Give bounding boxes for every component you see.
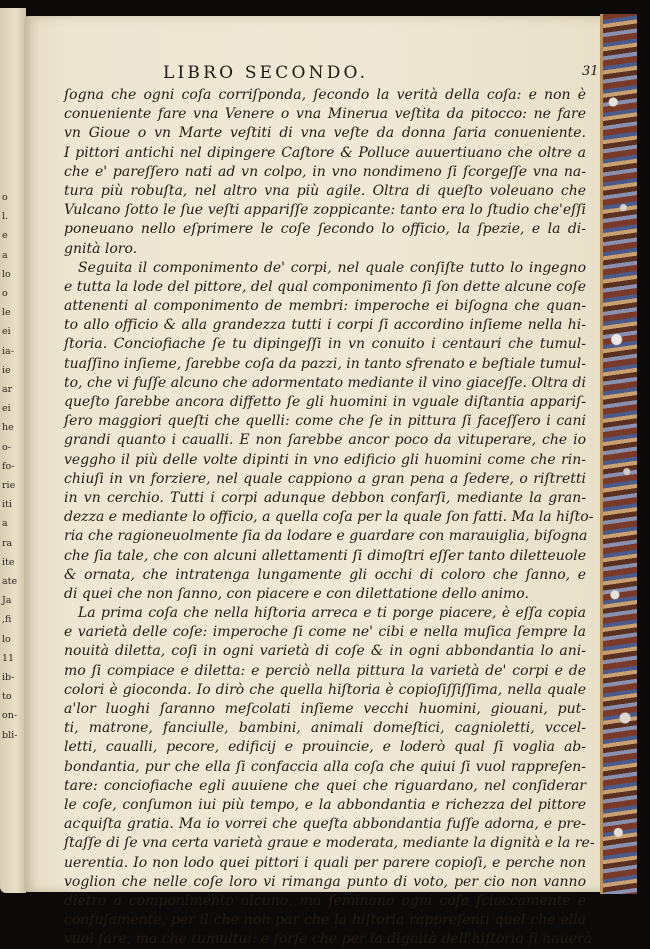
left-page-fragment: ei: [2, 326, 11, 338]
text-line: dezza e mediante lo officio, a quella coſa per la quale ſon fatti. Ma la hiſto-: [64, 509, 594, 526]
body-text: [64, 86, 595, 949]
text-line: ſtaſſe di ſe vna certa varietà graue e moderata, mediante la dignità e la re-: [64, 835, 595, 852]
text-line: vuol fare, ma che tumultui: e forſe che per la dignità dell'hiſtoria ſi hauerà: [64, 931, 593, 948]
text-line: dietro a componimento alcuno, ma ſeminano ogni coſa ſcioccamente e: [64, 892, 586, 909]
left-page-fragment: l.: [2, 211, 9, 223]
running-head: LIBRO SECONDO.: [163, 63, 369, 83]
text-line: e tutta la lode del pittore, del qual componimento ſi ſon dette alcune coſe: [64, 278, 586, 295]
text-line: tuaſſino inſieme, ſarebbe coſa da pazzi, in tanto sfrenato e beſtiale tumul-: [64, 355, 586, 372]
text-line: mo ſi compiace e diletta: e perciò nella pittura la varietà de' corpi e de: [64, 662, 586, 679]
text-line: confuſamente, per il che non par che la hiſtoria rappreſenti quel che ella: [64, 912, 586, 929]
text-line: vn Gioue o vn Marte veſtiti di vna veſte da donna ſaria conueniente.: [64, 125, 586, 142]
text-line: voglion che nelle coſe loro vi rimanga punto di voto, per cio non vanno: [64, 873, 586, 890]
text-line: tura più robuſta, nel altro vna più agile. Oltra di queſto voleuano che: [64, 182, 586, 199]
folio-number: 31: [582, 64, 599, 79]
text-line: bondantia, pur che ella ſi confaccia alla coſa che quiui ſi vuol rappreſen-: [64, 758, 586, 775]
text-line: le coſe, conſumon iui più tempo, e la abbondantia e richezza del pittore: [64, 796, 586, 813]
left-page-fragment: ate: [2, 576, 18, 587]
text-line: chiuſi in vn forziere, nel quale cappiono a gran pena a ſedere, o riſtretti: [64, 470, 586, 487]
left-page-fragment: 11: [2, 652, 15, 664]
left-page-fragment: bli-: [2, 729, 18, 741]
text-line: letti, caualli, pecore, edificij e prouincie, e loderò qual ſi voglia ab-: [64, 739, 586, 756]
page-header: [0, 63, 650, 85]
text-line: to, che vi fuſſe alcuno che adormentato mediante il vino giaceſſe. Oltra di: [64, 374, 586, 391]
text-line: uerentia. Io non lodo quei pittori i quali per parere copioſi, e perche non: [64, 854, 586, 871]
left-page-fragment: rie: [2, 480, 16, 491]
left-page-fragment: he: [2, 422, 14, 434]
text-line: che ſia tale, che con alcuni allettamenti ſi dimoſtri eſſer tanto diletteuole: [64, 547, 586, 564]
text-line: veggho il più delle volte dipinti in vno edificio gli huomini come che rin-: [64, 451, 586, 468]
text-line: ſero maggiori queſti che quelli: come che ſe in pittura ſi faceſſero i cani: [64, 413, 586, 430]
text-line: I pittori antichi nel dipingere Caſtore & Polluce auuertiuano che oltre a: [64, 144, 586, 161]
left-page-fragment: o-: [2, 441, 11, 453]
text-line: nouità diletta, coſi in ogni varietà di coſe & in ogni abbondantia lo ani-: [64, 643, 586, 660]
text-line: to allo officio & alla grandezza tutti i corpi ſi accordino inſieme nella hi-: [64, 317, 586, 334]
left-page-fragment: ite: [2, 556, 15, 568]
text-line: attenenti al componimento de membri: imperoche ei biſogna che quan-: [64, 298, 586, 315]
text-line: acquiſta gratia. Ma io vorrei che queſta abbondantia fuſſe adorna, e pre-: [64, 816, 586, 833]
text-line: conueniente fare vna Venere o vna Minerua veſtita da pitocco: ne fare: [64, 106, 586, 123]
text-line: a'lor luoghi ſaranno meſcolati inſieme vecchi huomini, giouani, put-: [64, 701, 586, 717]
left-page-fragment: a: [2, 249, 8, 261]
left-page-fragment: Ja: [2, 595, 12, 607]
left-page-fragment: lo: [2, 268, 11, 280]
text-line: in vn cerchio. Tutti i corpi adunque debbon confarſi, mediante la gran-: [64, 489, 586, 506]
left-page-fragment: ar: [2, 384, 13, 395]
left-page-fragment: e: [2, 230, 8, 242]
text-line: e varietà delle coſe: imperoche ſi come ne' cibi e nella muſica ſempre la: [64, 624, 586, 641]
text-line: che e' pareſſero nati ad vn colpo, in vno nondimeno ſi ſcorgeſſe vna na-: [64, 163, 586, 180]
text-line: poneuano nello eſprimere le coſe ſecondo lo officio, la ſpezie, e la di-: [64, 221, 586, 238]
text-line: di quei che non ſanno, con piacere e con dilettatione dello animo.: [64, 585, 529, 602]
text-line: Vulcano ſotto le ſue veſti appariſſe zoppicante: tanto era lo ſtudio che'eſſi: [64, 202, 586, 219]
text-line: & ornata, che intratenga lungamente gli occhi di coloro che ſanno, e: [64, 566, 586, 583]
left-page-fragment: le: [2, 307, 11, 319]
text-line: grandi quanto i caualli. E non ſarebbe ancor poco da vituperare, che io: [64, 432, 586, 449]
text-line: queſto ſarebbe ancora diffetto ſe gli huomini in vguale diſtantia appariſ-: [64, 394, 586, 410]
left-page-fragment: fo-: [2, 460, 15, 472]
text-line: colori è gioconda. Io dirò che quella hiſtoria è copioſiſſiſſima, nella quale: [64, 681, 586, 698]
left-page-fragment: ra: [2, 537, 13, 549]
text-line: ti, matrone, fanciulle, bambini, animali domeſtici, cagnioletti, vccel-: [64, 720, 586, 737]
left-page-fragment: lo: [2, 633, 11, 645]
left-page-fragment: a: [2, 518, 8, 530]
left-page-fragment: ie: [2, 364, 11, 376]
left-page-fragment: o: [2, 192, 8, 203]
left-page-edge: [0, 8, 26, 893]
text-line: gnità loro.: [64, 240, 138, 257]
left-page-fragment: iti: [2, 499, 12, 511]
left-page-fragment: to: [2, 691, 12, 703]
left-page-fragment: ib-: [2, 672, 15, 683]
text-line: ſogna che ogni coſa corriſponda, ſecondo la verità della coſa: e non è: [64, 87, 586, 103]
text-line: ſtoria. Conciofiache ſe tu dipingeſſi in vn conuito i centauri che tumul-: [64, 336, 586, 353]
text-line: ria che ragioneuolmente ſia da lodare e guardare con marauiglia, biſogna: [64, 528, 588, 545]
text-line: La prima coſa che nella hiſtoria arreca e ti porge piacere, è eſſa copia: [78, 605, 586, 622]
left-page-fragment: on-: [2, 710, 18, 722]
left-page-fragment: ei: [2, 403, 11, 415]
text-line: tare: conciofiache egli auuiene che quei che riguardano, nel conſiderar: [64, 777, 586, 794]
left-page-fragment: o: [2, 288, 8, 299]
text-line: Seguita il componimento de' corpi, nel quale conſiſte tutto lo ingegno: [78, 259, 586, 276]
left-page-fragment: ia-: [2, 345, 14, 357]
marbled-book-edge: [600, 14, 637, 894]
left-page-fragment: ,fi: [2, 614, 12, 626]
